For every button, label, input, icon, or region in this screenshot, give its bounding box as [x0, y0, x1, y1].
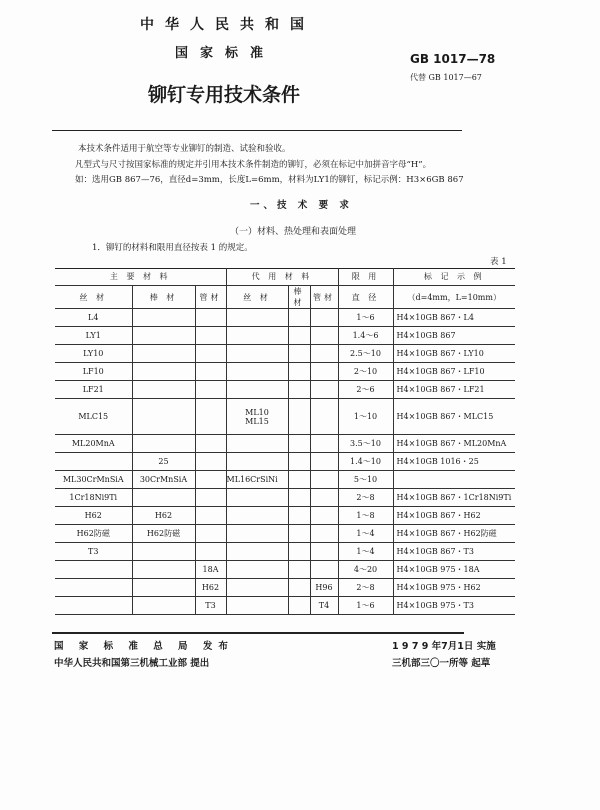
sub-header-cell: 棒材: [288, 286, 310, 309]
table-cell: [288, 579, 310, 597]
table-cell: [310, 309, 338, 327]
table-cell: H4×10GB 867・LF21: [393, 381, 515, 399]
table-cell: [310, 435, 338, 453]
table-cell: ML30CrMnSiA: [55, 471, 132, 489]
table-cell: H4×10GB 867・T3: [393, 543, 515, 561]
table-cell: 1～8: [338, 507, 393, 525]
table-label: 表 1: [490, 257, 507, 267]
table-cell: [195, 453, 226, 471]
table-cell: [288, 381, 310, 399]
table-cell: [226, 435, 288, 453]
table-cell: T4: [310, 597, 338, 615]
standard-code: GB 1017—78: [410, 52, 496, 66]
table-cell: [310, 363, 338, 381]
table-row: [55, 471, 515, 489]
table-row: [55, 543, 515, 561]
table-cell: H4×10GB 1016・25: [393, 453, 515, 471]
footer-rule: [52, 632, 464, 634]
table-cell: [288, 435, 310, 453]
table-cell: 3.5～10: [338, 435, 393, 453]
table-cell: H4×10GB 867・MLC15: [393, 399, 515, 435]
table-cell: 1～6: [338, 597, 393, 615]
table-cell: [55, 597, 132, 615]
table-cell: [288, 327, 310, 345]
table-cell: [226, 525, 288, 543]
table-cell: H4×10GB 867・L4: [393, 309, 515, 327]
table-cell: [310, 345, 338, 363]
table-cell: H4×10GB 867・H62防磁: [393, 525, 515, 543]
table-cell: H96: [310, 579, 338, 597]
table-cell: [288, 453, 310, 471]
table-cell: 18A: [195, 561, 226, 579]
table-cell: [195, 507, 226, 525]
table-cell: H4×10GB 975・18A: [393, 561, 515, 579]
table-cell: [226, 543, 288, 561]
sub-header-cell: 丝 材: [226, 286, 288, 309]
drafter: 三机部三〇一所等 起草: [392, 658, 491, 669]
table-cell: [55, 561, 132, 579]
table-cell: ML10 ML15: [226, 399, 288, 435]
table-cell: H4×10GB 867・LY10: [393, 345, 515, 363]
table-cell: 2～10: [338, 363, 393, 381]
table-cell: [226, 381, 288, 399]
table-row: [55, 345, 515, 363]
table-cell: [195, 435, 226, 453]
table-cell: H62防磁: [55, 525, 132, 543]
table-cell: [288, 597, 310, 615]
table-row: [55, 363, 515, 381]
sub-header-cell: 棒 材: [132, 286, 195, 309]
table-row: [55, 309, 515, 327]
table-cell: [195, 381, 226, 399]
sub-header-cell: 管材: [310, 286, 338, 309]
table-cell: 2～6: [338, 381, 393, 399]
intro-line: 凡型式与尺寸按国家标准的规定并引用本技术条件制造的铆钉，必须在标记中加拼音字母“H”。: [75, 160, 432, 170]
table-cell: [195, 345, 226, 363]
table-cell: H62: [195, 579, 226, 597]
table-cell: [288, 363, 310, 381]
table-cell: 1～10: [338, 399, 393, 435]
table-cell: H4×10GB 975・T3: [393, 597, 515, 615]
intro-line: 本技术条件适用于航空等专业铆钉的制造、试验和验收。: [78, 144, 291, 154]
table-row: [55, 381, 515, 399]
table-cell: T3: [55, 543, 132, 561]
proposer: 中华人民共和国第三机械工业部 提出: [54, 658, 210, 669]
table-row: [55, 399, 515, 435]
table-cell: LF21: [55, 381, 132, 399]
table-cell: [310, 525, 338, 543]
table-cell: [132, 579, 195, 597]
table-cell: 1.4～10: [338, 453, 393, 471]
materials-table: [55, 268, 515, 615]
sub-header-cell: 丝 材: [55, 286, 132, 309]
table-cell: LF10: [55, 363, 132, 381]
table-cell: [310, 399, 338, 435]
table-row: [55, 507, 515, 525]
country-name: 中华人民共和国: [140, 17, 315, 33]
table-cell: [226, 561, 288, 579]
table-row: [55, 489, 515, 507]
table-cell: [226, 579, 288, 597]
sub-header-cell: 管材: [195, 286, 226, 309]
table-cell: 1.4～6: [338, 327, 393, 345]
sub-header-cell: （d=4mm，L=10mm）: [393, 286, 515, 309]
table-cell: [288, 525, 310, 543]
table-cell: 1Cr18Ni9Ti: [55, 489, 132, 507]
table-cell: H4×10GB 867・H62: [393, 507, 515, 525]
table-cell: 30CrMnSiA: [132, 471, 195, 489]
table-cell: H4×10GB 975・H62: [393, 579, 515, 597]
table-cell: [310, 543, 338, 561]
table-cell: [132, 435, 195, 453]
table-row: [55, 561, 515, 579]
table-cell: H62: [132, 507, 195, 525]
table-cell: L4: [55, 309, 132, 327]
table-cell: LY1: [55, 327, 132, 345]
table-cell: [288, 543, 310, 561]
document-title: 铆钉专用技术条件: [148, 84, 301, 106]
table-cell: LY10: [55, 345, 132, 363]
table-cell: [288, 399, 310, 435]
table-cell: [55, 453, 132, 471]
table-row: [55, 327, 515, 345]
header-substitute-materials: 代 用 材 料: [226, 268, 338, 286]
replaces-code: 代替 GB 1017—67: [410, 73, 482, 82]
table-cell: [132, 309, 195, 327]
header-main-materials: 主 要 材 料: [55, 268, 226, 286]
table-cell: 1～4: [338, 543, 393, 561]
table-cell: [195, 363, 226, 381]
table-row: [55, 435, 515, 453]
sub-header-cell: 直 径: [338, 286, 393, 309]
table-cell: [310, 471, 338, 489]
table-cell: 5～10: [338, 471, 393, 489]
table-cell: [226, 453, 288, 471]
table-cell: [132, 327, 195, 345]
table-cell: [288, 309, 310, 327]
table-cell: [393, 471, 515, 489]
table-cell: [226, 489, 288, 507]
table-row: [55, 525, 515, 543]
table-cell: [132, 363, 195, 381]
table-cell: [310, 489, 338, 507]
table-cell: [132, 399, 195, 435]
table-cell: [226, 507, 288, 525]
effective-date: 1 9 7 9 年7月1日 实施: [392, 641, 496, 652]
table-cell: [195, 543, 226, 561]
table-cell: [195, 471, 226, 489]
table-cell: [288, 471, 310, 489]
table-cell: MLC15: [55, 399, 132, 435]
table-cell: [132, 489, 195, 507]
table-cell: [195, 327, 226, 345]
table-cell: H62防磁: [132, 525, 195, 543]
table-cell: [55, 579, 132, 597]
header-limit: 限 用: [338, 268, 393, 286]
table-cell: [288, 507, 310, 525]
table-cell: 1～6: [338, 309, 393, 327]
table-cell: H62: [55, 507, 132, 525]
table-cell: [310, 381, 338, 399]
table-cell: [310, 453, 338, 471]
table-cell: [132, 597, 195, 615]
table-cell: 2～8: [338, 489, 393, 507]
section-heading: 一、技 术 要 求: [250, 200, 353, 211]
table-cell: H4×10GB 867・ML20MnA: [393, 435, 515, 453]
table-row: [55, 453, 515, 471]
divider: [52, 130, 462, 131]
table-cell: [195, 309, 226, 327]
table-cell: H4×10GB 867: [393, 327, 515, 345]
table-cell: [226, 597, 288, 615]
table-cell: 1～4: [338, 525, 393, 543]
table-cell: [226, 345, 288, 363]
table-cell: [226, 327, 288, 345]
table-cell: [132, 345, 195, 363]
table-cell: ML16CrSiNi: [226, 471, 288, 489]
table-row: [55, 579, 515, 597]
table-cell: ML20MnA: [55, 435, 132, 453]
sub-header-row: [55, 286, 515, 309]
table-row: [55, 597, 515, 615]
table-cell: [132, 561, 195, 579]
intro-line: 如：选用GB 867—76，直径d=3mm，长度L=6mm，材料为LY1的铆钉，标记示例：H3×6GB 867: [75, 175, 464, 185]
table-cell: [310, 327, 338, 345]
table-cell: [288, 345, 310, 363]
clause-text: 1．铆钉的材料和限用直径按表 1 的规定。: [92, 243, 253, 253]
table-cell: 2～8: [338, 579, 393, 597]
table-cell: [310, 561, 338, 579]
subsection-heading: （一）材料、热处理和表面处理: [230, 227, 357, 237]
table-cell: [132, 543, 195, 561]
table-cell: [195, 399, 226, 435]
table-cell: [132, 381, 195, 399]
table-cell: H4×10GB 867・LF10: [393, 363, 515, 381]
table-cell: [195, 489, 226, 507]
table-cell: 4～20: [338, 561, 393, 579]
table-cell: [288, 489, 310, 507]
header-mark-example: 标 记 示 例: [393, 268, 515, 286]
table-cell: [226, 363, 288, 381]
group-header-row: [55, 268, 515, 286]
table-cell: 2.5～10: [338, 345, 393, 363]
table-cell: [226, 309, 288, 327]
issuer: 国 家 标 准 总 局 发布: [54, 641, 234, 652]
table-cell: H4×10GB 867・1Cr18Ni9Ti: [393, 489, 515, 507]
table-cell: 25: [132, 453, 195, 471]
table-cell: [310, 507, 338, 525]
table-cell: [288, 561, 310, 579]
standard-label: 国家标准: [175, 46, 276, 61]
table-cell: T3: [195, 597, 226, 615]
table-cell: [195, 525, 226, 543]
